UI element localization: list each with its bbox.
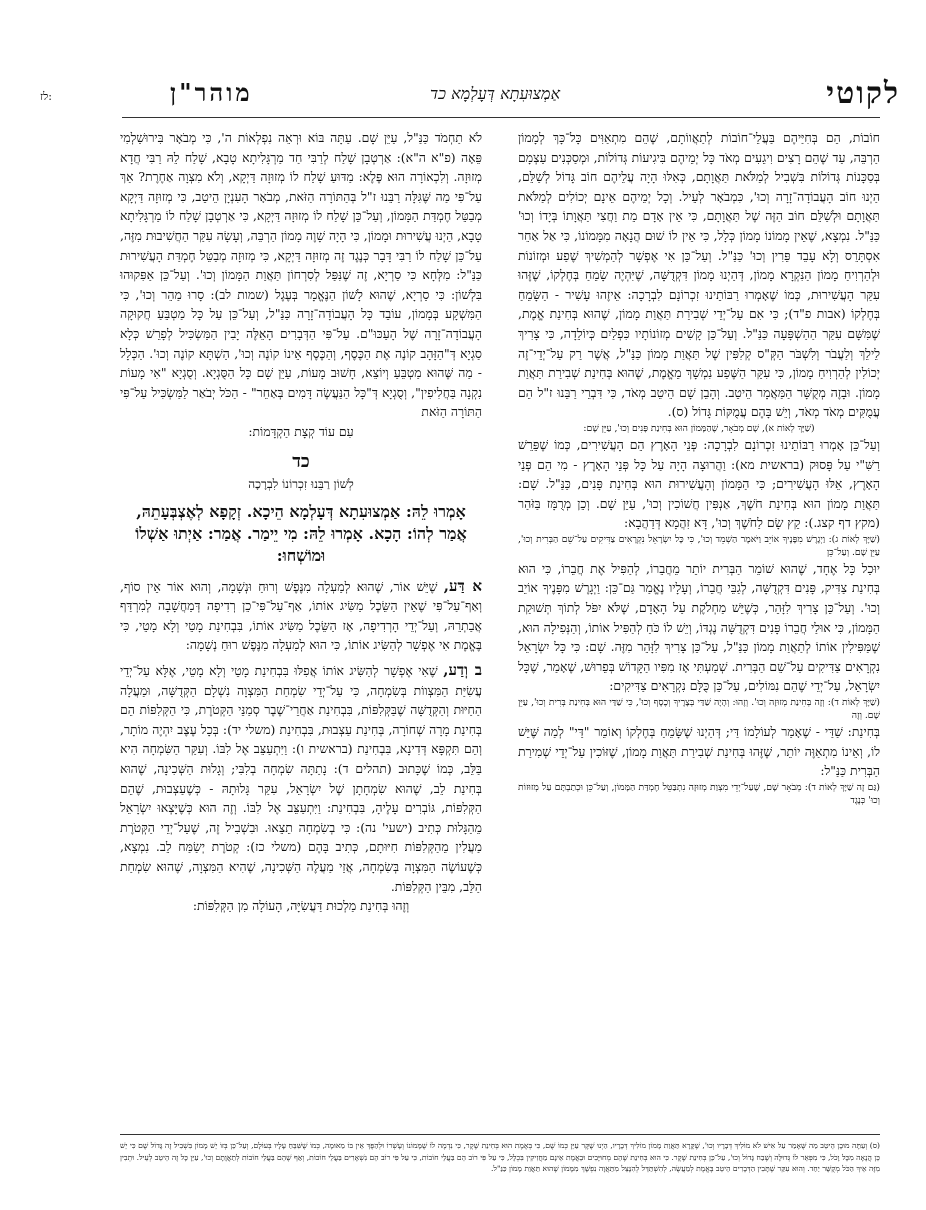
paragraph: וְעַל־כֵּן אָמְרוּ רַבּוֹתֵינוּ זִכְרוֹנָם לִבְרָכָה: פְּנֵי הָאָרֶץ הֵם הָעֲשִׁירִים, כְּמוֹ שֶׁפֵּרֵשׁ רַשִּׁ"י עַל פָּסוּק (בראשית מא): וַהֲרוּצָה הָיָה עַל כָּל פְּנֵי הָאָרֶץ - מִי הֵם פְּנֵי הָאָרֶץ, אֵלּוּ הָעֲשִׁירִים; כִּי הַמָּמוֹן וְהָעֲשִׁירוּת הוּא בְּחִינַת פָּנִים, כַּנַּ"ל. שָׁם: תַּאֲוַת מָמוֹן הוּא בְּחִינַת חֹשֶׁךְ, אַנְפִּין חֲשׁוֹכִין וְכוּ', עַיֵּן שָׁם. וְכֵן מְרֻמָּז בַּזֹּהַר (מקץ דף קצג.): קֵץ שָׂם לַחֹשֶׁךְ וְכוּ', דָּא זִהֲמָא דְּדַהֲבָא: bbox=[518, 436, 880, 531]
header-rule bbox=[122, 117, 880, 118]
paragraph-b bbox=[120, 661, 482, 896]
running-title-right: לקוטי bbox=[826, 76, 900, 111]
section-number: כד bbox=[292, 450, 310, 472]
paragraph: לֹא תַחְמֹד כַּנַּ"ל, עַיֵּן שָׁם. עַתָּה בּוֹא וּרְאֵה נִפְלְאוֹת ה', כִּי מְבֹאָר בִּירוּשַׁלְמִי פֵּאָה (פ"א ה"א): אַרְטְבָן שָׁלַח לְרַבִּי חַד מַרְגָּלִיתָא טָבָא, שָׁלַח לֵהּ רַבִּי חֲדָא מְזוּזָה. וְלִכְאוֹרָה הוּא פֶּלֶא: מַדּוּעַ שָׁלַח לוֹ מְזוּזָה דַּיְקָא, וְלֹא מִצְוָה אַחֶרֶת? אַךְ עַל־פִּי מַה שֶּׁגִּלָּה רַבֵּנוּ ז"ל בְּהַתּוֹרָה הַזֹּאת, מְבֹאָר הָעִנְיָן הֵיטֵב, כִּי מְזוּזָה דַּיְקָא מְבַטֵּל חֶמְדַּת הַמָּמוֹן, וְעַל־כֵּן שָׁלַח לוֹ מְזוּזָה דַּיְקָא, כִּי אַרְטְבָן שָׁלַח לוֹ מַרְגָּלִיתָא טָבָא, הַיְנוּ עֲשִׁירוּת וּמָמוֹן, כִּי הָיָה שָׁוֶה מָמוֹן הַרְבֵּה, וְעָשָׂה עִקַּר הַחֲשִׁיבוּת מִזֶּה, עַל־כֵּן שָׁלַח לוֹ רַבִּי דָּבָר כְּנֶגֶד זֶה מְזוּזָה דַּיְקָא, כִּי מְזוּזָה מְבַטֵּל חֶמְדַּת הָעֲשִׁירוּת כַּנַּ"ל: מִלְּחָא כִּי סַרְיָא, זֶה שֶׁנִּפַּל לְסִרְחוֹן תַּאֲוַת הַמָּמוֹן וְכוּ'. וְעַל־כֵּן אַפִּקוּהוּ בִּלְשׁוֹן: כִּי סַרְיָא, שֶׁהוּא לָשׁוֹן הַנֶּאֱמָר בְּעֶגֶל (שמות לב): סָרוּ מַהֵר וְכוּ', כִּי הַמִּשְׁקָע בְּמָמוֹן, עוֹבֵד כָּל הָעֲבוֹדָה־זָרָה כַּנַּ"ל, וְעַל־כֵּן עַל כָּל מַטְבֵּעַ חֲקוּקָה הָעֲבוֹדָה־זָרָה שֶׁל הָעַכּוּ"ם. עַל־פִּי הַדְּבָרִים הָאֵלֶּה יָבִין הַמַּשְׂכִּיל לְפָרֵשׁ כְּלָא סַגְיָא דְּ"הַזָּהָב קוֹנֶה אֶת הַכֶּסֶף, וְהַכֶּסֶף אֵינוֹ קוֹנֶה וְכוּ', הַשְׁתָּא קוֹנֶה וְכוּ'. הַכְּלָל - מַה שֶּׁהוּא מַטְבֵּעַ וְיוֹצֵא, חָשׁוּב מָעוֹת, עַיֵּן שָׁם כָּל הַסֻּגְיָא. וְסֻגְיָא "אִי מָעוֹת נִקְנָה בַּחֲלִיפִין", וְסֻגְיָא דְּ"כָּל הַנַּעֲשֶׂה דָּמִים בְּאַחֵר" - הַכֹּל יְבֹאַר לַמַּשְׂכִּיל עַל־פִּי הַתּוֹרָה הַזֹּאת bbox=[120, 130, 482, 420]
page-header bbox=[40, 78, 920, 114]
reference-note: (גַּם זֶה שַׁיָּךְ לְאוֹת ד): מְבֹאָר שָׁם, שֶׁעַל־יְדֵי מִצְוַת מְזוּזָה נִתְבַּטֵּל חֶמְדַּת הַמָּמוֹן, וְעַל־כֵּן וּכְתַבְתָּם עַל מְזוּזוֹת וְכוּ' כְּנֶגֶד bbox=[518, 781, 880, 806]
paragraph-end-line: עִם עוֹד קְצָת הַקְדָּמוֹת: bbox=[248, 423, 354, 439]
paragraph-end-line: וְזֶהוּ בְּחִינַת מַלְכוּת דַּעֲשִׂיָּה, הָעוֹלָה מִן הַקְּלִפּוֹת: bbox=[192, 898, 410, 914]
paragraph-lead: ב וְדַע, bbox=[443, 661, 482, 680]
paragraph-a bbox=[120, 577, 482, 655]
paragraph-text: שֶׁיֵּשׁ אוֹר, שֶׁהוּא לְמַעְלָה מִנֶּפֶשׁ וְרוּחַ וּנְשָׁמָה, וְהוּא אוֹר אֵין סוֹף, וְאַף־עַל־פִּי שֶׁאֵין הַשֵּׂכֶל מַשִּׂיג אוֹתוֹ, אַף־עַל־פִּי־כֵן רְדִיפָה דְּמַחֲשָׁבָה לְמִרְדַּף אֲבַתְרֵהּ, וְעַל־יְדֵי הָרְדִיפָה, אָז הַשֵּׂכֶל מַשִּׂיג אוֹתוֹ, בִּבְחִינַת מָטֵי וְלָא מָטֵי, כִּי בֶּאֱמֶת אִי אֶפְשָׁר לְהַשִּׂיג אוֹתוֹ, כִּי הוּא לְמַעְלָה מִנֶּפֶשׁ רוּחַ נְשָׁמָה: bbox=[120, 578, 482, 653]
opening-quote: אָמְרוּ לֵהּ: אַמְצוּעִתָא דְּעָלְמָא הֵיכָא. זְקָפָא לְאֶצְבְּעָתֵהּ, אֲמַר לְהוֹ: הָכָא. אָמְרוּ לֵהּ: מִי יֵימַר. אֲמַר: אַיְתוּ אַשְׁלוֹ וּמוֹשְׁחוּ: bbox=[135, 501, 467, 565]
paragraph-lead: א דַּע, bbox=[443, 576, 482, 595]
running-title-left: מוהר"ן bbox=[170, 78, 253, 107]
footnote: (ס) וְעַתָּה מוּבָן הֵיטֵב מַה שֶּׁאָמַר עַל אִישׁ לֹא מוֹלִיךְ דְּבָרָיו וְכוּ', שֶׁקָּרָא תַּאֲוַת מָמוֹן מוֹלִיךְ דְּבָרָיו, הַיְנוּ שֶׁקֶּר עַיֵּן כְּמוֹ שֶׁם, כִּי בְּאֶמֶת הוּא בְּחִינַת שֶׁקֶר, כִּי נִדְמֶה לוֹ שֶׁמָּמוֹנוֹ וְעָשְׁרוֹ וּלְהַפֶּךְ אֵין בּוֹ מַאוּמָה, כְּמוֹ שֶׁשִּׁבֵּחַ עָלָיו בְּעוֹלָם, וְעַל־כֵּן בְּזוֹ יֵשׁ מָמוֹן בִּשְׁבִיל זֶה גָּדוֹל שֶׁם כִּי יֵשׁ כֵּן הֲנָאָה מִכָּל וָכֹל, כִּי מִפְּאֵר לוֹ גְּדוּלָּה וְשֶׁבַח גָּדוֹל וְכוּ', עַל־כֵּן בְּחִינַת שֶׁקֶר. כִּי הוּא בְּחִינַת שֶׁהֵם מְחוּיָּבִים וּבֵאֲמֶת אֵינָם מַחֲזִיקִין בִּכְלָל, כִּי עַל פִּי רוֹב הֵם בַּעֲלֵי חוֹבוֹת, כִּי עַל פִּי רוֹב הֵם נִשְׁאָרִים בַּעֲלֵי חוֹבוֹת, וְאַף שֶׁהֵם בַּעֲלֵי חוֹבוֹת לְתַאֲוָתָם וְכוּ', עַיֵּן כָּל זֶה הֵיטֵב לְעֵיל. וּתְבִין מִזֶּה אֵיךְ הַכֹּל מְקֻשָּׁר יַחַד. וְהוּא עִקַּר שֶׁתָּבִין הַדְּבָרִים הֵיטֵב בֶּאֱמֶת לְמַעֲשֶׂה, לְהִשְׁתַּדֵּל לְהִנָּצֵל מִתַּאֲוָה נִפְשָׁךְ מִמָּמוֹן שֶׁהוּא תַּאֲוַת מָמוֹן כַּנַּ"ל. bbox=[120, 1141, 880, 1173]
paragraph: בְּחִינַת: שַׁדַּי - שֶׁאָמַר לְעוֹלָמוֹ דַּי; דְּהַיְנוּ שֶׁשָּׂמֵחַ בְּחֶלְקוֹ וְאוֹמֵר "דַּי" לְמַה שֶּׁיֵּשׁ לוֹ, וְאֵינוֹ מִתְאַוֶּה יוֹתֵר, שֶׁזֶּהוּ בְּחִינַת שְׁבִירַת תַּאֲוַת מָמוֹן, שֶׁזּוֹכִין עַל־יְדֵי שְׁמִירַת הַבְּרִית כַּנַּ"ל: bbox=[518, 724, 880, 779]
reference-note: (שַׁיָּךְ לְאוֹת ד): וְזֶה בְּחִינַת מְזוּזָה וְכוּ'. וְזֶהוּ: וְהָיָה שַׁדַּי בְּצָרֶיךָ וְכֶסֶף וְכוּ', כִּי שַׁדַּי הוּא בְּחִינַת בְּרִית וְכוּ', עַיֵּן שָׁם. וְזֶה bbox=[518, 697, 880, 722]
footnote-rule bbox=[120, 1134, 880, 1135]
reference-note: (שַׁיָּךְ לְאוֹת א), שָׁם מְבֹאָר, שֶׁהַמָּמוֹן הוּא בְּחִינַת פָּנִים וְכוּ', עַיֵּן שָׁם: bbox=[583, 422, 815, 434]
section-subtitle: לְשׁוֹן רַבֵּנוּ זִכְרוֹנוֹ לִבְרָכָה bbox=[248, 477, 354, 492]
paragraph: חוֹבוֹת, הֵם בְּחִיַּיהֶם בַּעֲלֵי־חוֹבוֹת לְתַאֲווֹתָם, שֶׁהֵם מִתְאַוִּים כָּל־כָּךְ לְמָמוֹן הַרְבֵּה, עַד שֶׁהֵם רָצִים וִיגֵעִים מְאֹד כָּל יְמֵיהֶם בִּיגִיעוֹת גְּדוֹלוֹת, וּמְסַכְּנִים עַצְמָם בְּסַכָּנוֹת גְּדוֹלוֹת בִּשְׁבִיל לְמַלֹּאת תַּאֲוָתָם, כְּאִלּוּ הָיָה עֲלֵיהֶם חוֹב גָּדוֹל לְשַׁלֵּם, הַיְנוּ חוֹב הָעֲבוֹדָה־זָרָה וְכוּ', כִּמְבֹאָר לְעֵיל. וְכָל יְמֵיהֶם אֵינָם יְכוֹלִים לְמַלֹּאת תַּאֲוָתָם וּלְשַׁלֵּם חוֹב הַזֶּה שֶׁל תַּאֲוָתָם, כִּי אֵין אָדָם מֵת וַחֲצִי תַּאֲוָתוֹ בְּיָדוֹ וְכוּ' כַּנַּ"ל. נִמְצָא, שֶׁאֵין מָמוֹנוֹ מָמוֹן כְּלָל, כִּי אֵין לוֹ שׁוּם הֲנָאָה מִמָּמוֹנוֹ, כִּי אַל אַחֵר אִסְתָּרֵס וְלָא עָבֵד פֵּרִין וְכוּ' כַּנַּ"ל. וְעַל־כֵּן אִי אֶפְשָׁר לְהַמְשִׁיךְ שֶׁפַע וּמְזוֹנוֹת וּלְהַרְוִיחַ מָמוֹן הַנִּקְרָא מָמוֹן, דְּהַיְנוּ מָמוֹן דִּקְדֻשָּׁה, שֶׁיִּהְיֶה שָׂמֵחַ בְּחֶלְקוֹ, שֶׁזֶּהוּ עִקַּר הָעֲשִׁירוּת, כְּמוֹ שֶׁאָמְרוּ רַבּוֹתֵינוּ זִכְרוֹנָם לִבְרָכָה: אֵיזֶהוּ עָשִׁיר - הַשָּׂמֵחַ בְּחֶלְקוֹ (אבות פ"ד); כִּי אִם עַל־יְדֵי שְׁבִירַת תַּאֲוַת מָמוֹן, שֶׁהוּא בְּחִינַת אֱמֶת, שֶׁמִּשָּׁם עִקַּר הַהַשְׁפָּעָה כַּנַּ"ל. וְעַל־כֵּן קָשִׁים מְזוֹנוֹתָיו כִּפְלַיִם כְּיוֹלֵדָה, כִּי צָרִיךְ לֵילֵךְ וְלַעֲבֹר וְלִשְׁבֹּר הַקְּ"ס קְלִפִּין שֶׁל תַּאֲוַת מָמוֹן כַּנַּ"ל, אֲשֶׁר רַק עַל־יְדֵי־זֶה יְכוֹלִין לְהַרְוִיחַ מָמוֹן, כִּי עִקַּר הַשֶּׁפַע נִמְשָׁךְ מֵאֱמֶת, שֶׁהוּא בְּחִינַת שְׁבִירַת תַּאֲוַת מָמוֹן. וּבָזֶה מְקֻשָּׁר הַמַּאֲמָר הֵיטֵב. וְהָבֵן שָׁם הֵיטֵב מְאֹד, כִּי דִּבְרֵי רַבֵּנוּ ז"ל הֵם עֲמֻקִּים מְאֹד מְאֹד, וְיֵשׁ בָּהֶם עֲמֻקּוֹת גָּדוֹל (ס). bbox=[518, 130, 880, 420]
right-column bbox=[518, 128, 880, 807]
paragraph-text: שֶׁאִי אֶפְשָׁר לְהַשִּׂיג אוֹתוֹ אֲפִלּוּ בִּבְחִינַת מָטֵי וְלָא מָטֵי, אֶלָּא עַל־יְדֵי עֲשִׂיַּת הַמִּצְווֹת בְּשִׂמְחָה, כִּי עַל־יְדֵי שִׂמְחַת הַמִּצְוָה נִשְׁלָם הַקְּדֻשָּׁה, וּמַעֲלָה הַחַיּוּת וְהַקְּדֻשָּׁה שֶׁבַּקְּלִפּוֹת, בִּבְחִינַת אַחֲרֵי־שֶׁבֶר סְמַנֵּי הַקְּטֹרֶת, כִּי הַקְּלִפּוֹת הֵם בְּחִינַת מָרָה שְׁחוֹרָה, בְּחִינַת עַצְבוּת, בִּבְחִינַת (משלי יד): בְּכָל עֶצֶב יִהְיֶה מוֹתָר, וְהֵם תִּקְפָּא דְּדִינָא, בִּבְחִינַת (בראשית ו): וַיִּתְעַצֵּב אֶל לִבּוֹ. וְעִקַּר הַשִּׂמְחָה הִיא בַּלֵּב, כְּמוֹ שֶׁכָּתוּב (תהלים ד): נָתַתָּה שִׂמְחָה בְלִבִּי; וְגָלוּת הַשְּׁכִינָה, שֶׁהוּא בְּחִינַת לֵב, שֶׁהוּא שִׂמְחָתָן שֶׁל יִשְׂרָאֵל, עִקַּר גָּלוּתָהּ - כְּשֶׁעַצְבוּת, שֶׁהֵם הַקְּלִפּוֹת, גּוֹבְרִים עָלֶיהָ, בִּבְחִינַת: וַיִּתְעַצֵּב אֶל לִבּוֹ. וְזֶה הוּא כְּשֶׁיָּצְאוּ יִשְׂרָאֵל מֵהַגָּלוּת כְּתִיב (ישעי' נה): כִּי בְשִׂמְחָה תֵצֵאוּ. וּבִשְׁבִיל זֶה, שֶׁעַל־יְדֵי הַקְּטֹרֶת מַעֲלִין מֵהַקְּלִפּוֹת חִיּוּתָם, כְּתִיב בָּהֶם (משלי כז): קְטֹרֶת יְשַׂמַּח לֵב. נִמְצָא, כְּשֶׁעוֹשֶׂה הַמִּצְוָה בְּשִׂמְחָה, אֲזַי מַעֲלֶה הַשְּׁכִינָה, שֶׁהִיא הַמִּצְוָה, שֶׁהוּא שִׂמְחַת הַלֵּב, מִבֵּין הַקְּלִפּוֹת. bbox=[120, 663, 482, 894]
paragraph: יוּכַל כָּל אֶחָד, שֶׁהוּא שׁוֹמֵר הַבְּרִית יוֹתֵר מֵחֲבֵרוֹ, לְהַפִּיל אֶת חֲבֵרוֹ, כִּי הוּא בְּחִינַת צַדִּיק, פָּנִים דִּקְדֻשָּׁה, לְגַבֵּי חֲבֵרוֹ, וְעָלָיו נֶאֱמַר גַּם־כֵּן: וַיְגָרֶשׁ מִפָּנֶיךָ אוֹיֵב וְכוּ'. וְעַל־כֵּן צָרִיךְ לִזָּהֵר, כְּשֶׁיֵּשׁ מַחְלֹקֶת עַל הָאָדָם, שֶׁלֹּא יִפֹּל לְתוֹךְ תְּשׁוּקַת הַמָּמוֹן, כִּי אוּלַי חֲבֵרוֹ פָּנִים דִּקְדֻשָּׁה נֶגְדּוֹ, וְיֵשׁ לוֹ כֹּחַ לְהַפִּיל אוֹתוֹ, וְהַנְּפִילָה הוּא, שֶׁמַּפִּילִין אוֹתוֹ לְתַאֲוַת מָמוֹן כַּנַּ"ל, עַל־כֵּן צָרִיךְ לִזָּהֵר מִזֶּה. שָׁם: כִּי כָּל יִשְׂרָאֵל נִקְרָאִים צַדִּיקִים עַל־שֵׁם הַבְּרִית. שְׁמַעְתִּי אָז מִפִּיו הַקָּדוֹשׁ בְּפֵרוּשׁ, שֶׁאָמַר, שֶׁכָּל יִשְׂרָאֵל, עַל־יְדֵי שֶׁהֵם נִמּוֹלִים, עַל־כֵּן כֻּלָּם נִקְרָאִים צַדִּיקִים: bbox=[518, 560, 880, 694]
reference-note: (שַׁיָּךְ לְאוֹת ג): וַיְגָרֶשׁ מִפָּנֶיךָ אוֹיֵב וַיֹּאמֶר הַשְׁמֵד וְכוּ', כִּי כָּל יִשְׂרָאֵל נִקְרָאִים צַדִּיקִים עַל־שֵׁם הַבְּרִית וְכוּ', עַיֵּן שָׁם. וְעַל־כֵּן bbox=[518, 533, 880, 558]
left-column bbox=[120, 128, 482, 916]
running-title-center: אַמְצוּעִתָא דְּעָלְמָא כד bbox=[430, 84, 561, 103]
folio-number: לז: bbox=[40, 90, 52, 103]
